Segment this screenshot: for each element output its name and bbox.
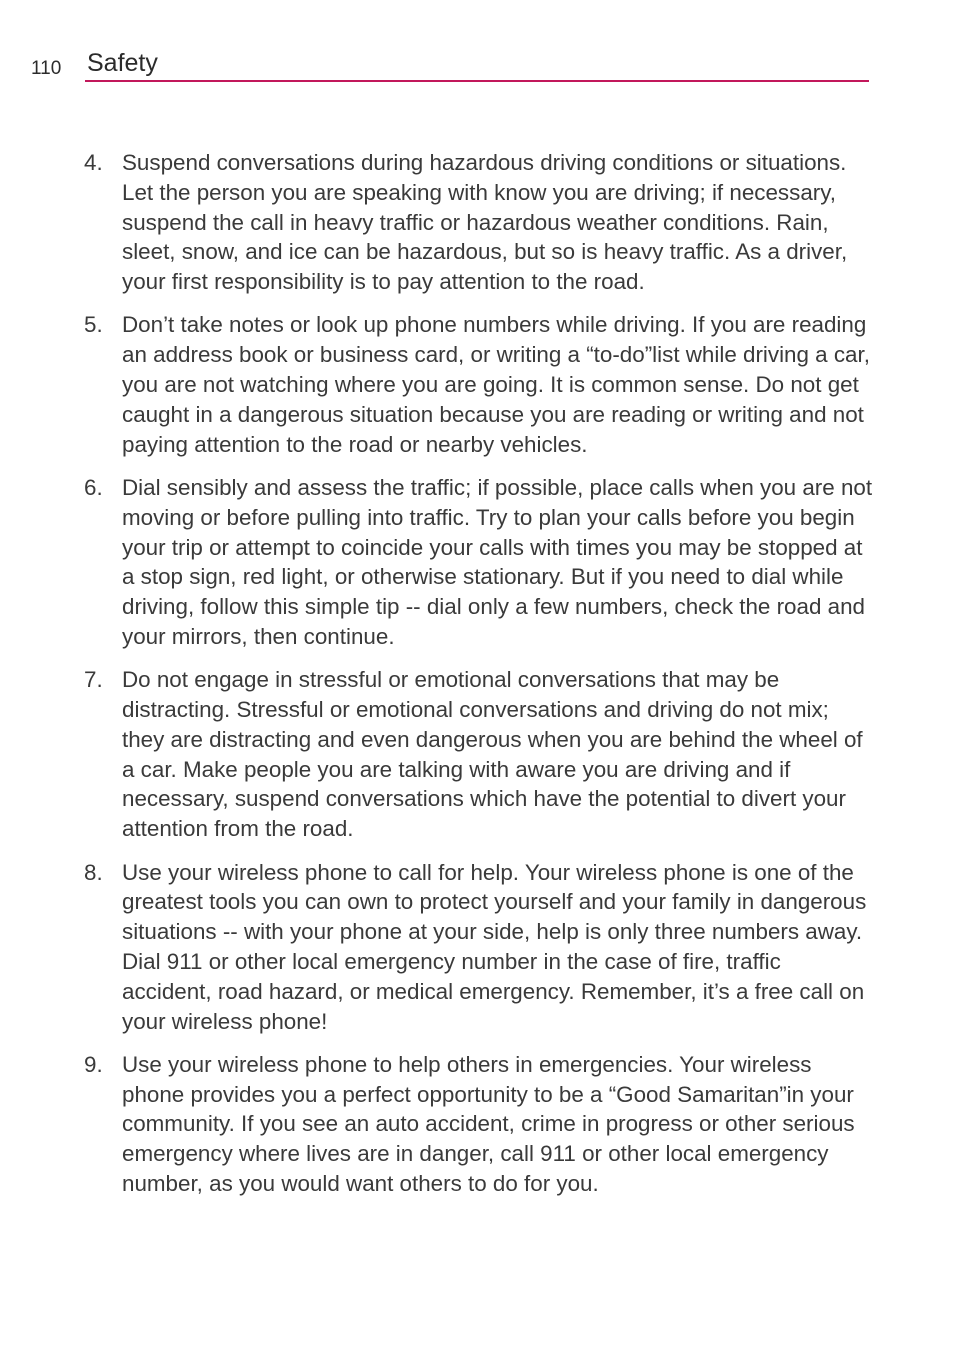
list-item [84,148,874,297]
list-item-number: 9. [84,1051,103,1077]
list-item-number: 5. [84,312,103,338]
list-item [84,473,874,652]
list-item-number: 6. [84,474,103,500]
list-item-text: Do not engage in stressful or emotional conversations that may be distracting. Stressful or emotional conversations and driving do not mix; they are distracting and even dangerous when you are behind the wheel of a car. Make people you are talking with aware you are driving and if necessary, suspend conversations which have the potential to divert your attention from the road. [122,667,863,842]
list-item-number: 8. [84,859,103,885]
safety-tips-list [84,148,874,1212]
list-item [84,310,874,459]
list-item [84,1050,874,1199]
list-item-number: 4. [84,150,103,175]
section-title: Safety [87,49,158,77]
list-item-text: Use your wireless phone to help others in emergencies. Your wireless phone provides you a perfect opportunity to be a “Good Samaritan”in your community. If you see an auto accident, crime in progress or other serious emergency where lives are in danger, call 911 or other local emergency number, as you would want others to do for you. [122,1051,855,1196]
list-item-text: Suspend conversations during hazardous driving conditions or situations. Let the person you are speaking with know you are driving; if necessary, suspend the call in heavy traffic or hazardous weather conditions. Rain, sleet, snow, and ice can be hazardous, but so is heavy traffic. As a driver, your first responsibility is to pay attention to the road. [122,150,848,295]
list-item [84,858,874,1037]
page-number: 110 [31,58,62,79]
list-item-text: Dial sensibly and assess the traffic; if possible, place calls when you are not moving or before pulling into traffic. Try to plan your calls before you begin your trip or attempt to coincide your calls with times you may be stopped at a stop sign, red light, or otherwise stationary. But if you need to dial while driving, follow this simple tip -- dial only a few numbers, check the road and your mirrors, then continue. [122,474,873,649]
list-item-text: Don’t take notes or look up phone numbers while driving. If you are reading an address book or business card, or writing a “to-do”list while driving a car, you are not watching where you are going. It is common sense. Do not get caught in a dangerous situation because you are reading or writing and not paying attention to the road or nearby vehicles. [122,312,870,457]
list-item-number: 7. [84,667,103,693]
list-item [84,665,874,844]
list-item-text: Use your wireless phone to call for help. Your wireless phone is one of the greatest tools you can own to protect yourself and your family in dangerous situations -- with your phone at your side, help is only three numbers away. Dial 911 or other local emergency number in the case of fire, traffic accident, road hazard, or medical emergency. Remember, it’s a free call on your wireless phone! [122,859,867,1034]
header-rule [85,80,869,82]
